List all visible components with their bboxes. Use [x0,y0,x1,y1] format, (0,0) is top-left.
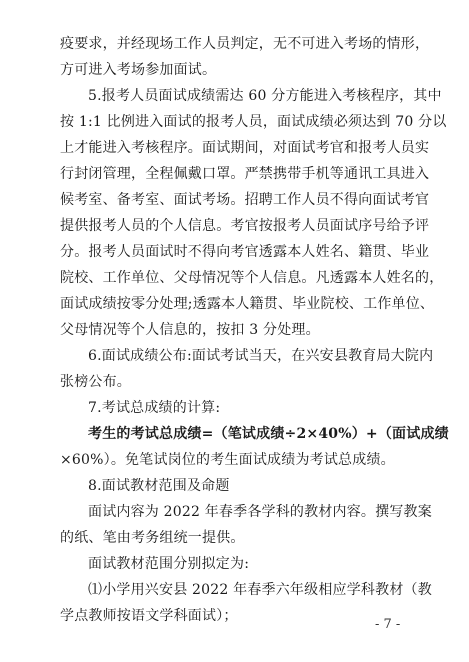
paragraph-textbook-scope-intro [60,551,400,577]
text-line: 疫要求，并经现场工作人员判定，无不可进入考场的情形， [60,36,430,52]
text-line: ×60%）。免笔试岗位的考生面试成绩为考试总成绩。 [60,452,395,468]
page-number: - 7 - [375,617,401,632]
text-line: 的纸、笔由考务组统一提供。 [60,530,245,546]
paragraph-item-7-heading [60,395,400,421]
text-line: 分。报考人员面试时不得向考官透露本人姓名、籍贯、毕业 [60,244,430,260]
text-line: 学点教师按语文学科面试）； [60,608,238,624]
text-line: 按 1:1 比例进入面试的报考人员，面试成绩必须达到 70 分以 [60,114,447,130]
paragraph-item-6 [60,343,434,395]
paragraph-interview-content [60,499,432,551]
text-line: 提供报考人员的个人信息。考官按报考人员面试序号给予评 [60,218,430,234]
text-line: 8.面试教材范围及命题 [88,478,230,494]
text-line: 7.考试总成绩的计算: [88,400,221,416]
text-line: 上才能进入考核程序。面试期间，对面试考官和报考人员实 [60,140,430,156]
paragraph-total-score-formula [60,421,449,473]
text-line: 面试成绩按零分处理;透露本人籍贯、毕业院校、工作单位、 [60,296,435,312]
text-line: 方可进入考场参加面试。 [60,62,217,78]
text-line: 行封闭管理，全程佩戴口罩。严禁携带手机等通讯工具进入 [60,166,430,182]
text-line: 张榜公布。 [60,374,131,390]
paragraph-item-8-heading [60,473,400,499]
text-line: 面试教材范围分别拟定为: [88,556,250,572]
paragraph-epidemic-requirements [60,31,430,83]
paragraph-item-5 [60,83,447,343]
text-line: 院校、工作单位、父母情况等个人信息。凡透露本人姓名的， [60,270,444,286]
text-line: ⑴小学用兴安县 2022 年春季六年级相应学科教材（教 [88,582,432,598]
text-line: 父母情况等个人信息的，按扣 3 分处理。 [60,322,320,338]
text-line: 面试内容为 2022 年春季各学科的教材内容。撰写教案 [88,504,432,520]
text-line: 候考室、备考室、面试考场。招聘工作人员不得向面试考官 [60,192,430,208]
text-line: 5.报考人员面试成绩需达 60 分方能进入考核程序，其中 [88,88,442,104]
text-line: 6.面试成绩公布:面试考试当天，在兴安县教育局大院内 [88,348,434,364]
text-line: 考生的考试总成绩=（笔试成绩÷2×40%）+（面试成绩 [88,426,449,442]
paragraph-primary-school-scope [60,577,432,629]
